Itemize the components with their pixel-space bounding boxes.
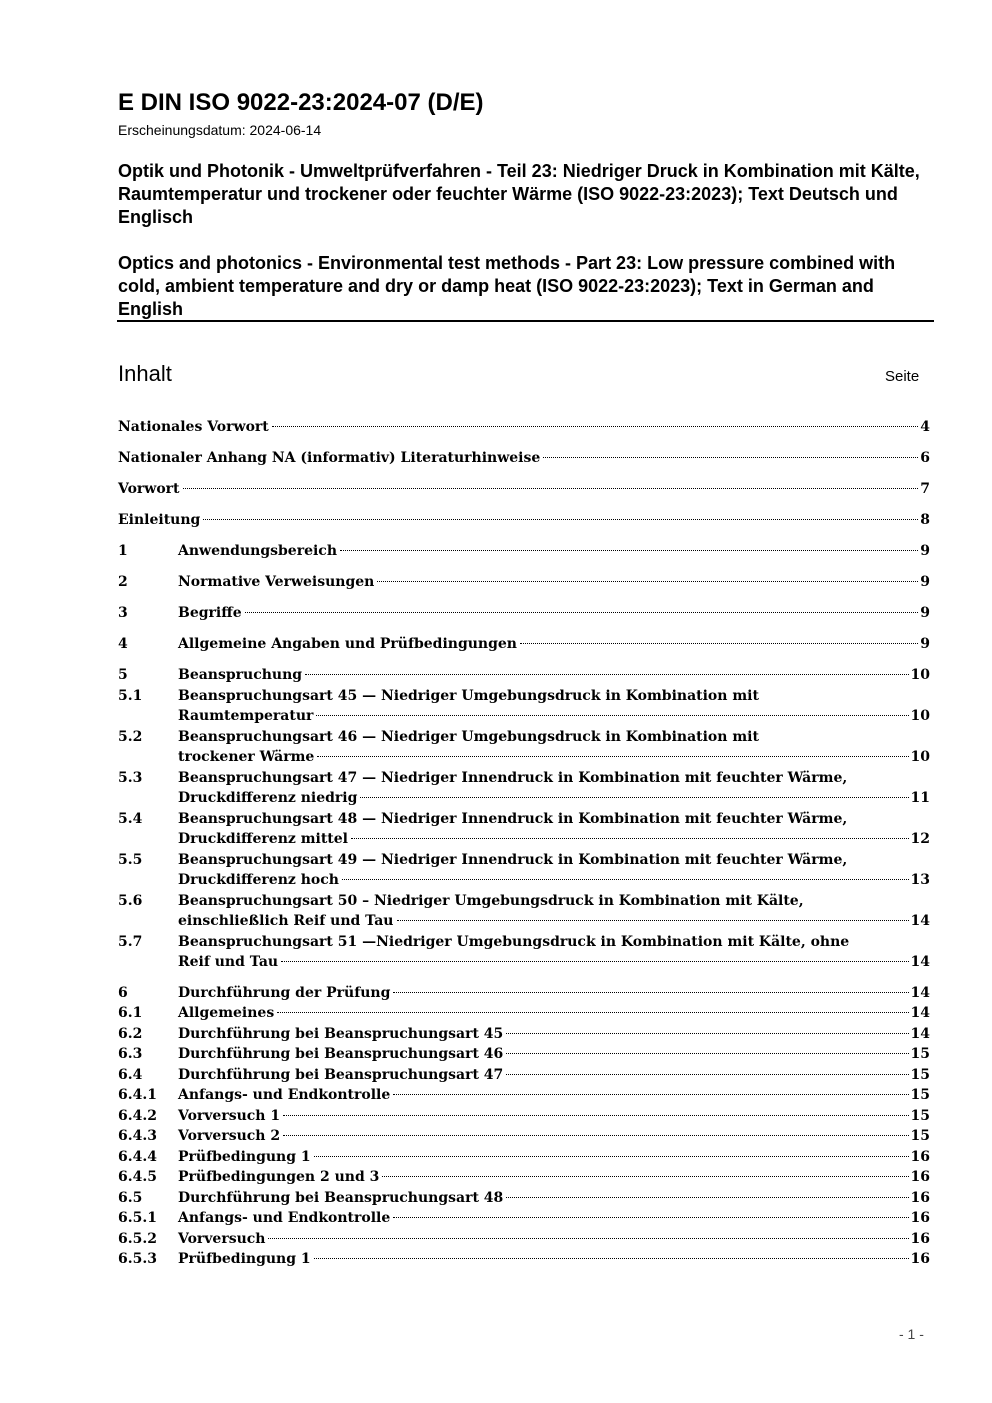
document-id: E DIN ISO 9022-23:2024-07 (D/E) xyxy=(118,89,484,116)
toc-entry[interactable] xyxy=(118,932,930,973)
toc-leader xyxy=(183,488,919,489)
toc-leader xyxy=(283,1135,908,1136)
toc-entry[interactable] xyxy=(118,1126,930,1147)
toc-entry-title-line1: Beanspruchungsart 48 — Niedriger Innendruck in Kombination mit feuchter Wärme, xyxy=(178,810,848,827)
toc-entry-page: 9 xyxy=(920,543,930,559)
toc-entry[interactable] xyxy=(118,479,930,500)
toc-entry-title: Durchführung bei Beanspruchungsart 48 xyxy=(178,1189,504,1206)
toc-entry[interactable] xyxy=(118,1208,930,1229)
toc-entry-number: 6.4.4 xyxy=(118,1148,157,1165)
toc-entry-title-line1: Beanspruchungsart 47 — Niedriger Innendruck in Kombination mit feuchter Wärme, xyxy=(178,769,848,786)
toc-entry-title: Prüfbedingung 1 xyxy=(178,1251,311,1267)
toc-entry[interactable] xyxy=(118,1024,930,1045)
toc-entry-page: 16 xyxy=(910,1210,930,1226)
toc-entry-page: 16 xyxy=(910,1169,930,1185)
toc-leader xyxy=(397,920,909,921)
toc-entry-number: 5.2 xyxy=(118,728,143,745)
toc-leader xyxy=(268,1238,908,1239)
toc-entry-title-line1: Beanspruchungsart 51 —Niedriger Umgebungsdruck in Kombination mit Kälte, ohne xyxy=(178,933,850,950)
toc-entry-number: 6 xyxy=(118,984,128,1001)
toc-entry[interactable] xyxy=(118,1229,930,1250)
toc-entry-page: 8 xyxy=(920,512,930,528)
toc-entry-number: 6.2 xyxy=(118,1025,143,1042)
toc-entry-title: Anfangs- und Endkontrolle xyxy=(178,1087,391,1103)
toc-entry-page: 12 xyxy=(910,831,930,847)
toc-entry-number: 4 xyxy=(118,636,128,652)
toc-leader xyxy=(377,581,918,582)
table-of-contents xyxy=(118,417,930,1270)
toc-entry-title: trockener Wärme xyxy=(178,749,315,765)
toc-entry-title: Reif und Tau xyxy=(178,954,279,970)
toc-entry[interactable] xyxy=(118,417,930,438)
toc-entry-number: 6.5 xyxy=(118,1189,143,1206)
toc-leader xyxy=(506,1074,908,1075)
title-english: Optics and photonics - Environmental test methods - Part 23: Low pressure combined with cold, ambient temperature and dry or damp heat (ISO 9022-23:2023); Text in German and English xyxy=(118,253,896,319)
toc-entry[interactable] xyxy=(118,891,930,932)
toc-leader xyxy=(317,756,908,757)
toc-entry-number: 1 xyxy=(118,543,128,559)
toc-entry[interactable] xyxy=(118,686,930,727)
toc-entry[interactable] xyxy=(118,850,930,891)
toc-entry-page: 14 xyxy=(910,1025,930,1042)
toc-entry-title-line1: Beanspruchungsart 46 — Niedriger Umgebungsdruck in Kombination mit xyxy=(178,728,759,745)
toc-leader xyxy=(506,1197,908,1198)
toc-leader xyxy=(316,715,908,716)
toc-entry-title: Normative Verweisungen xyxy=(178,574,375,590)
toc-entry-page: 16 xyxy=(910,1148,930,1165)
toc-entry[interactable] xyxy=(118,603,930,624)
toc-entry-title: Prüfbedingungen 2 und 3 xyxy=(178,1169,380,1185)
toc-leader xyxy=(351,838,909,839)
toc-entry-number: 5.4 xyxy=(118,810,143,827)
toc-entry-title: einschließlich Reif und Tau xyxy=(178,913,394,929)
toc-entry-number: 5 xyxy=(118,667,128,683)
toc-entry-title: Anfangs- und Endkontrolle xyxy=(178,1210,391,1226)
toc-entry-title: Vorwort xyxy=(118,481,180,497)
toc-leader xyxy=(340,550,918,551)
toc-leader xyxy=(393,1094,908,1095)
toc-leader xyxy=(506,1033,908,1034)
toc-entry-page: 4 xyxy=(920,419,930,435)
toc-entry[interactable] xyxy=(118,1249,930,1270)
toc-entry-number: 6.5.1 xyxy=(118,1210,157,1226)
toc-leader xyxy=(393,992,908,993)
toc-leader xyxy=(245,612,919,613)
toc-entry-number: 6.5.2 xyxy=(118,1230,157,1247)
toc-entry-page: 6 xyxy=(920,450,930,466)
toc-entry-number: 6.4 xyxy=(118,1066,143,1083)
toc-entry-page: 9 xyxy=(920,574,930,590)
toc-entry-page: 15 xyxy=(910,1087,930,1103)
toc-entry[interactable] xyxy=(118,983,930,1004)
toc-entry[interactable] xyxy=(118,1044,930,1065)
toc-entry-number: 6.4.1 xyxy=(118,1087,157,1103)
toc-entry[interactable] xyxy=(118,1147,930,1168)
toc-entry-number: 6.4.5 xyxy=(118,1169,157,1185)
toc-entry[interactable] xyxy=(118,768,930,809)
toc-entry[interactable] xyxy=(118,665,930,686)
toc-entry-title: Vorversuch xyxy=(178,1230,266,1247)
toc-leader xyxy=(382,1176,908,1177)
toc-entry-page: 9 xyxy=(920,605,930,621)
toc-page-column-label: Seite xyxy=(885,368,920,385)
toc-entry[interactable] xyxy=(118,1065,930,1086)
toc-entry-title: Nationaler Anhang NA (informativ) Literaturhinweise xyxy=(118,450,541,466)
toc-entry-page: 14 xyxy=(910,1005,930,1021)
toc-entry-title: Allgemeines xyxy=(178,1005,275,1021)
toc-entry-title: Druckdifferenz mittel xyxy=(178,831,349,847)
toc-leader xyxy=(272,426,919,427)
toc-entry[interactable] xyxy=(118,1003,930,1024)
toc-leader xyxy=(393,1217,908,1218)
toc-heading: Inhalt xyxy=(118,361,172,386)
toc-entry-title-line1: Beanspruchungsart 45 — Niedriger Umgebungsdruck in Kombination mit xyxy=(178,687,759,704)
toc-entry[interactable] xyxy=(118,1106,930,1127)
toc-entry-number: 5.6 xyxy=(118,892,143,909)
toc-entry-page: 10 xyxy=(910,708,930,724)
toc-entry-page: 14 xyxy=(910,954,930,970)
toc-entry-page: 7 xyxy=(920,481,930,497)
toc-entry-title: Nationales Vorwort xyxy=(118,419,269,435)
toc-entry[interactable] xyxy=(118,572,930,593)
toc-entry-title: Durchführung der Prüfung xyxy=(178,984,391,1001)
toc-entry-number: 6.5.3 xyxy=(118,1251,157,1267)
toc-entry-page: 9 xyxy=(920,636,930,652)
toc-entry-page: 10 xyxy=(910,667,930,683)
toc-entry-number: 3 xyxy=(118,605,128,621)
toc-entry-title: Druckdifferenz hoch xyxy=(178,872,339,888)
toc-entry[interactable] xyxy=(118,1188,930,1209)
toc-entry-title: Druckdifferenz niedrig xyxy=(178,790,358,806)
toc-entry-title: Durchführung bei Beanspruchungsart 45 xyxy=(178,1025,504,1042)
toc-entry-title: Beanspruchung xyxy=(178,667,303,683)
toc-entry-number: 5.3 xyxy=(118,769,143,786)
toc-entry-title: Vorversuch 1 xyxy=(178,1107,281,1124)
toc-entry-number: 6.3 xyxy=(118,1046,143,1062)
toc-entry-page: 14 xyxy=(910,913,930,929)
toc-entry[interactable] xyxy=(118,448,930,469)
toc-leader xyxy=(281,961,908,962)
toc-entry-title: Anwendungsbereich xyxy=(178,543,337,559)
toc-entry[interactable] xyxy=(118,1085,930,1106)
toc-entry[interactable] xyxy=(118,727,930,768)
title-divider xyxy=(117,320,934,322)
toc-entry-title: Prüfbedingung 1 xyxy=(178,1148,311,1165)
toc-entry-title: Raumtemperatur xyxy=(178,708,314,724)
toc-entry-page: 15 xyxy=(910,1046,930,1062)
toc-leader xyxy=(342,879,909,880)
toc-entry-title: Einleitung xyxy=(118,512,201,528)
publication-date: Erscheinungsdatum: 2024-06-14 xyxy=(118,122,322,138)
toc-entry-number: 6.4.3 xyxy=(118,1128,157,1144)
toc-leader xyxy=(277,1012,908,1013)
toc-entry-number: 5.7 xyxy=(118,933,143,950)
toc-entry-title-line1: Beanspruchungsart 49 — Niedriger Innendruck in Kombination mit feuchter Wärme, xyxy=(178,851,848,868)
toc-entry[interactable] xyxy=(118,510,930,531)
page-number: - 1 - xyxy=(899,1326,924,1342)
toc-leader xyxy=(314,1258,909,1259)
toc-entry-number: 6.1 xyxy=(118,1005,143,1021)
toc-entry[interactable] xyxy=(118,541,930,562)
toc-entry-page: 16 xyxy=(910,1251,930,1267)
toc-entry[interactable] xyxy=(118,809,930,850)
toc-entry-number: 5.5 xyxy=(118,851,143,868)
toc-entry-title: Begriffe xyxy=(178,605,242,621)
toc-leader xyxy=(203,519,918,520)
toc-entry-page: 11 xyxy=(910,790,930,806)
toc-entry-page: 16 xyxy=(910,1230,930,1247)
toc-entry[interactable] xyxy=(118,1167,930,1188)
toc-entry-page: 16 xyxy=(910,1189,930,1206)
toc-leader xyxy=(283,1115,908,1116)
toc-leader xyxy=(360,797,908,798)
toc-entry-number: 5.1 xyxy=(118,687,143,704)
toc-entry-title: Allgemeine Angaben und Prüfbedingungen xyxy=(178,636,517,652)
toc-leader xyxy=(520,643,918,644)
toc-entry-title: Durchführung bei Beanspruchungsart 46 xyxy=(178,1046,504,1062)
toc-entry-page: 10 xyxy=(910,749,930,765)
toc-entry-page: 15 xyxy=(910,1107,930,1124)
toc-entry-title: Vorversuch 2 xyxy=(178,1128,281,1144)
toc-entry-page: 15 xyxy=(910,1066,930,1083)
toc-entry-number: 6.4.2 xyxy=(118,1107,157,1124)
toc-entry-title: Durchführung bei Beanspruchungsart 47 xyxy=(178,1066,504,1083)
toc-leader xyxy=(506,1053,908,1054)
toc-leader xyxy=(543,457,918,458)
toc-entry-page: 15 xyxy=(910,1128,930,1144)
toc-entry-page: 14 xyxy=(910,984,930,1001)
toc-entry[interactable] xyxy=(118,634,930,655)
title-german: Optik und Photonik - Umweltprüfverfahren - Teil 23: Niedriger Druck in Kombination mit Kälte, Raumtemperatur und trockener oder feuchter Wärme (ISO 9022-23:2023); Text Deutsch und Englisch xyxy=(118,161,920,227)
toc-leader xyxy=(305,674,908,675)
toc-entry-page: 13 xyxy=(910,872,930,888)
toc-leader xyxy=(314,1156,909,1157)
toc-entry-number: 2 xyxy=(118,574,128,590)
toc-entry-title-line1: Beanspruchungsart 50 – Niedriger Umgebungsdruck in Kombination mit Kälte, xyxy=(178,892,804,909)
